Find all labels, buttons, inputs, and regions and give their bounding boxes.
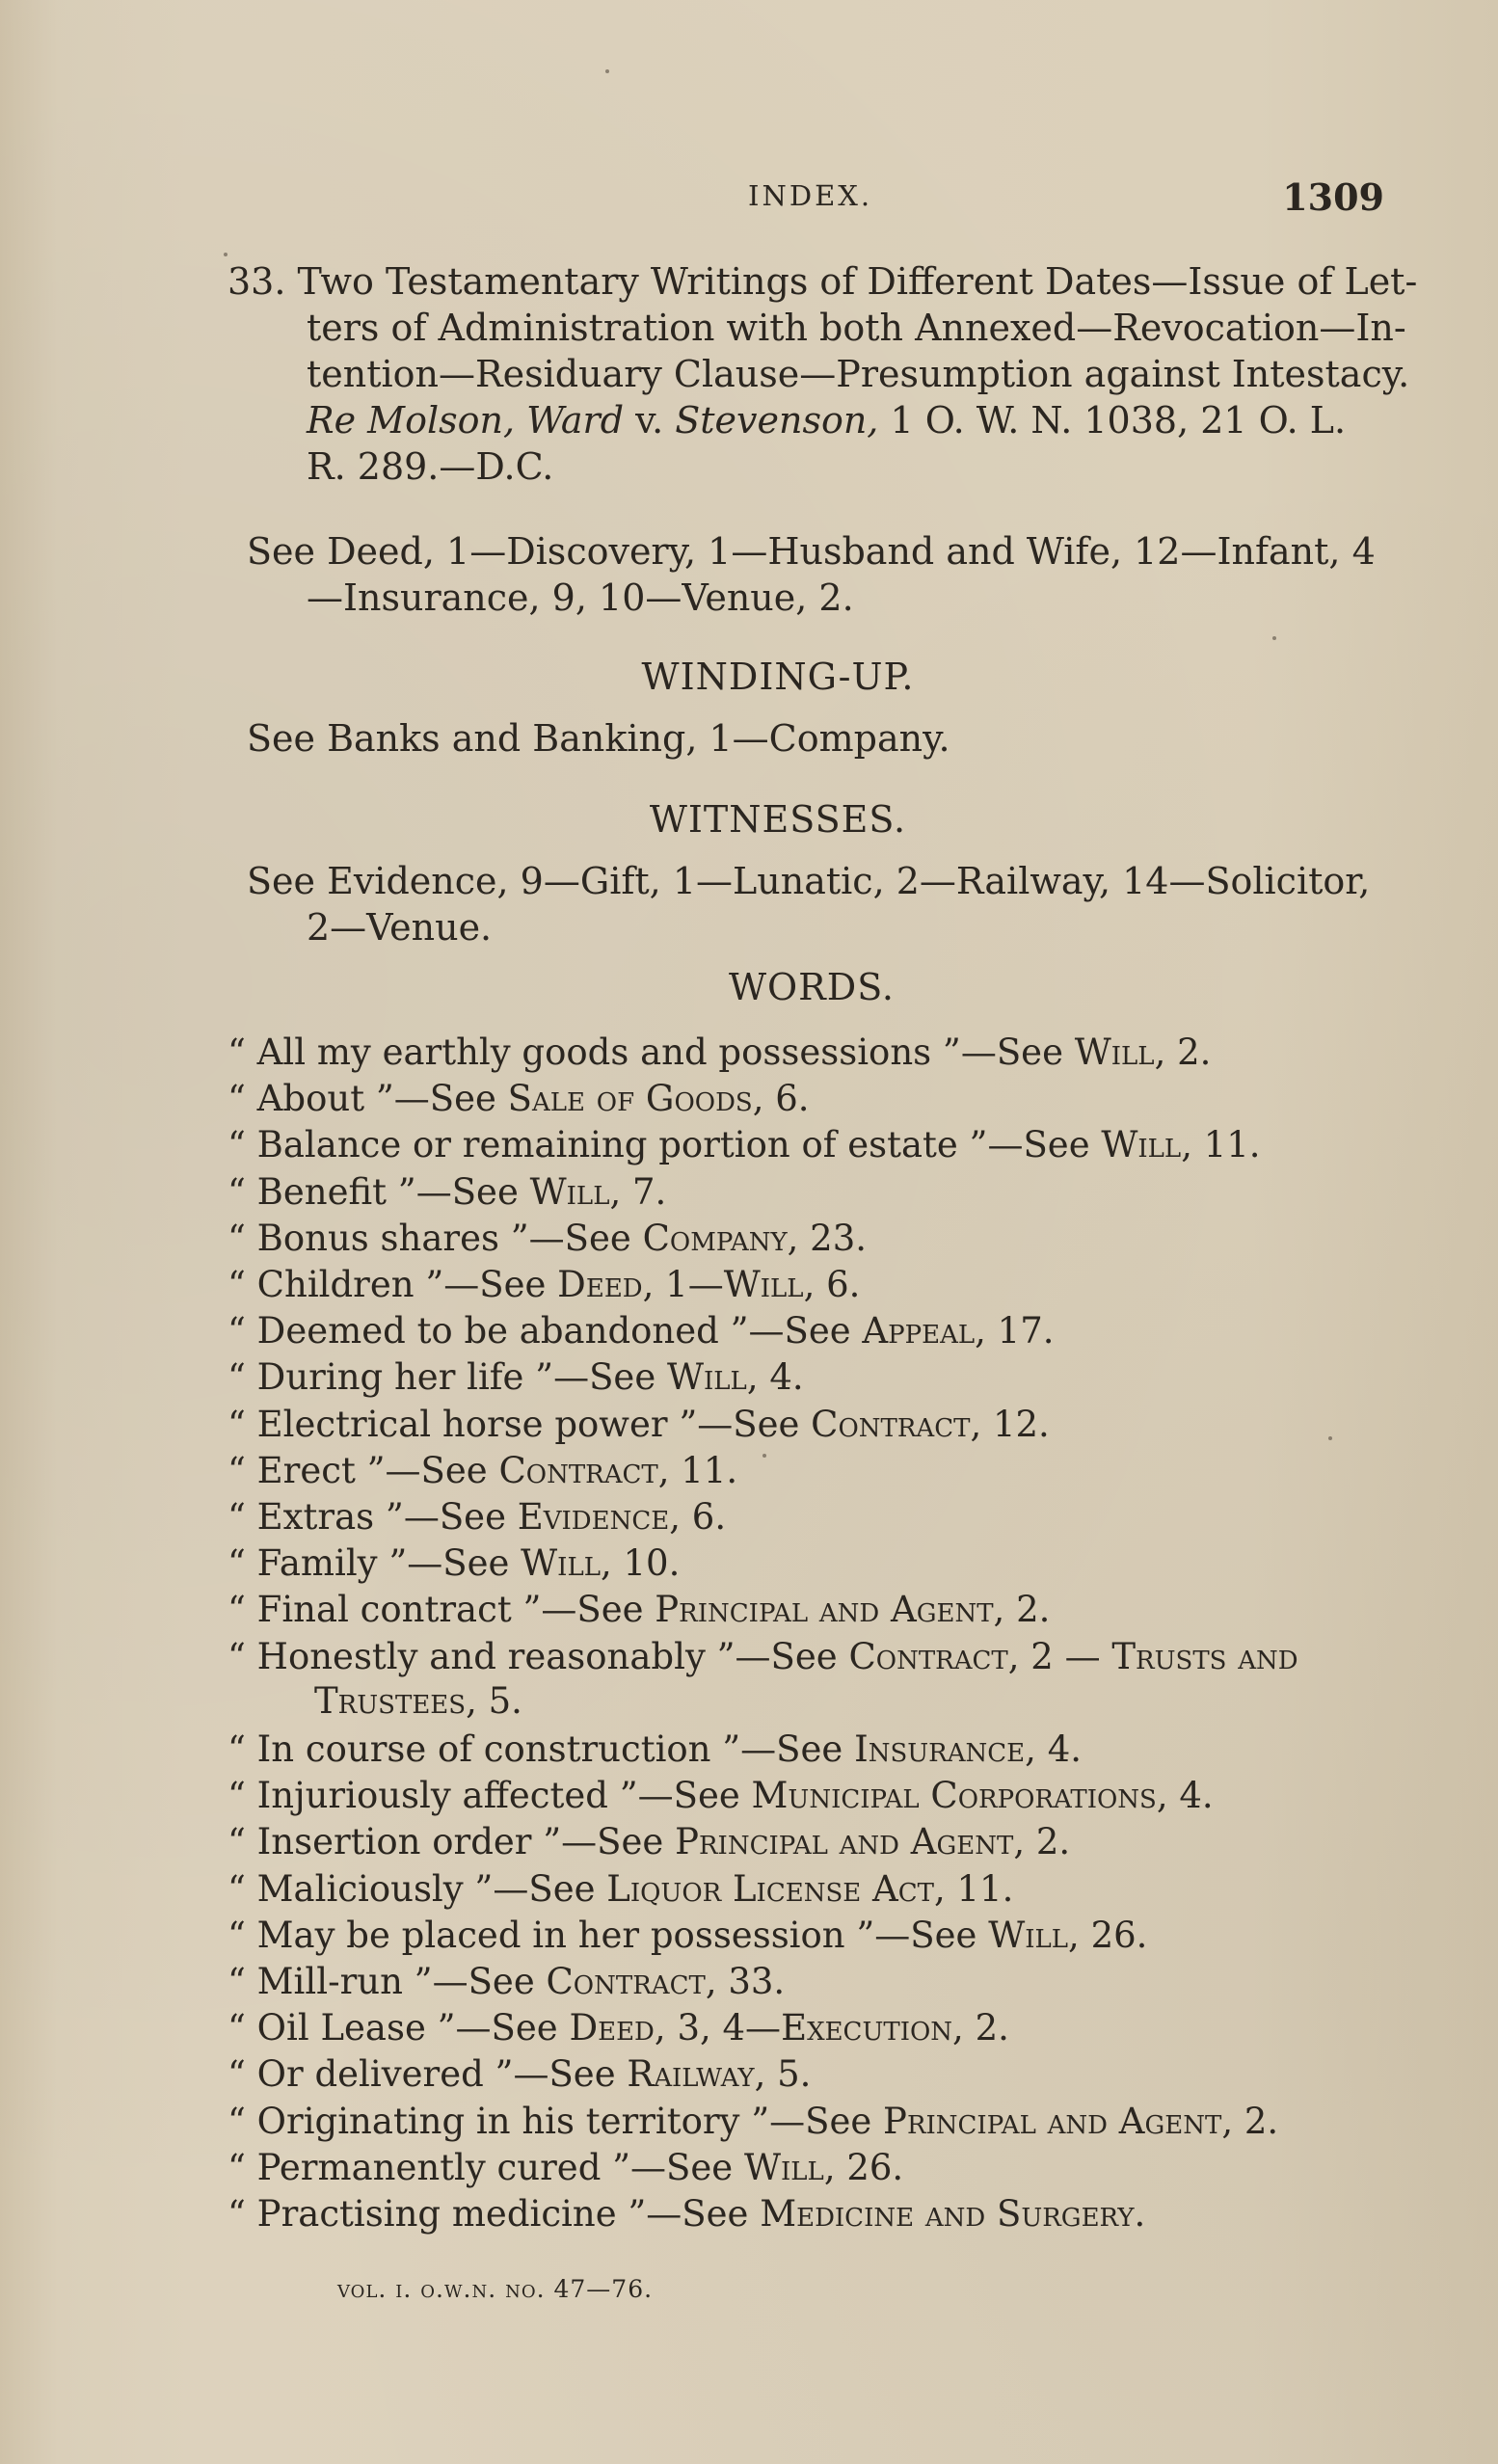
word-term: “ Insertion order ”—See [227, 1821, 676, 1863]
cross-reference: Will [988, 1914, 1069, 1956]
heading-words: WORDS. [728, 966, 896, 1008]
see-also-will-line-1: See Deed, 1—Discovery, 1—Husband and Wife, 12—Infant, 4 [247, 530, 1376, 573]
entry-33-line-2: ters of Administration with both Annexed—Revocation—In- [307, 307, 1406, 349]
word-term: “ Electrical horse power ”—See [227, 1403, 812, 1445]
word-term: “ Originating in his territory ”—See [227, 2100, 884, 2142]
word-term: “ Erect ”—See [227, 1449, 499, 1491]
case-versus: v. [624, 399, 676, 442]
reference-number: , 5. [754, 2053, 812, 2096]
word-entry [227, 1354, 804, 1401]
word-entry [227, 1773, 1214, 1819]
word-term: “ Benefit ”—See [227, 1170, 530, 1213]
case-citation: 1 O. W. N. 1038, 21 O. L. [878, 399, 1347, 442]
entry-33-case-citation [307, 397, 1346, 443]
reference-number: , 4. [746, 1356, 804, 1399]
word-term: “ Deemed to be abandoned ”—See [227, 1310, 863, 1353]
heading-winding-up: WINDING-UP. [641, 656, 915, 698]
reference-number: , 6. [803, 1264, 861, 1305]
word-entry [227, 2191, 1145, 2237]
winding-up-see: See Banks and Banking, 1—Company. [247, 717, 950, 760]
case-name-2: Stevenson, [675, 399, 879, 442]
cross-reference: Contract [498, 1449, 658, 1491]
cross-reference: Sale of Goods [507, 1078, 753, 1120]
reference-number: , 11. [657, 1449, 738, 1491]
reference-number: , 26. [1068, 1914, 1148, 1956]
see-also-will-line-2: —Insurance, 9, 10—Venue, 2. [307, 576, 854, 619]
cross-reference: Contract [811, 1403, 971, 1445]
word-entry [227, 1959, 785, 2005]
word-term: “ All my earthly goods and possessions ”—See [227, 1031, 1075, 1073]
word-term: “ In course of construction ”—See [227, 1728, 855, 1770]
cross-reference: Will [666, 1356, 747, 1399]
word-term: “ Honestly and reasonably ”—See [227, 1635, 849, 1677]
reference-number: , 6. [669, 1496, 727, 1538]
cross-reference: Liquor License Act [606, 1867, 934, 1910]
word-term: “ Balance or remaining portion of estate ”—See [227, 1124, 1102, 1166]
reference-number: , 4. [1156, 1775, 1214, 1817]
word-term: “ Injuriously affected ”—See [227, 1775, 752, 1817]
word-term: “ May be placed in her possession ”—See [227, 1914, 989, 1956]
cross-reference: Railway [627, 2053, 755, 2096]
cross-reference: Medicine and Surgery [760, 2193, 1135, 2235]
reference-number: , 33. [705, 1961, 786, 2002]
word-term: “ Mill-run ”—See [227, 1961, 547, 2002]
word-entry [227, 1587, 1050, 1633]
word-term: “ Extras ”—See [227, 1496, 518, 1538]
reference-number: , 11. [1181, 1124, 1261, 1166]
word-entry [227, 1727, 1082, 1773]
reference-number: , 5. [466, 1679, 522, 1722]
word-term: “ Family ”—See [227, 1542, 522, 1585]
reference-number: , 2. [1013, 1821, 1071, 1863]
citation-tail: 289.—D.C. [357, 445, 554, 488]
word-entry [227, 2005, 1009, 2051]
word-term: “ Children ”—See [227, 1264, 558, 1305]
word-term: “ During her life ”—See [227, 1356, 667, 1399]
cross-reference: Will [743, 2146, 824, 2188]
witnesses-see-line-1: See Evidence, 9—Gift, 1—Lunatic, 2—Railway, 14—Solicitor, [247, 860, 1371, 902]
cross-reference: Principal and Agent [655, 1589, 994, 1631]
cross-reference: Trustees [314, 1679, 467, 1722]
reference-number: , 1— [642, 1264, 724, 1305]
cross-reference: Principal and Agent [675, 1821, 1014, 1863]
reference-number: , 7. [609, 1170, 667, 1213]
case-name: Re Molson, Ward [307, 399, 625, 442]
reference-number: , 17. [975, 1310, 1055, 1353]
cross-reference: Municipal Corporations [751, 1775, 1157, 1817]
cross-reference: Appeal [862, 1310, 976, 1353]
reference-number: , 11. [933, 1867, 1014, 1910]
cross-reference: Principal and Agent [883, 2100, 1222, 2142]
word-entry [227, 1308, 1055, 1354]
cross-reference: Deed [557, 1264, 643, 1305]
word-entry [227, 1540, 680, 1587]
reference-number: , 6. [752, 1078, 810, 1120]
reference-number: , 2 — [1007, 1635, 1112, 1677]
cross-reference: Contract [546, 1961, 706, 2002]
word-entry [227, 2051, 811, 2098]
reference-number: , 2. [1154, 1031, 1212, 1073]
running-head [227, 175, 1384, 224]
word-entry [227, 1819, 1070, 1865]
cross-reference: Will [1074, 1031, 1155, 1073]
word-term: “ Maliciously ”—See [227, 1867, 607, 1910]
word-entry [227, 1262, 860, 1308]
word-entry [227, 1076, 810, 1122]
cross-reference: Will [1101, 1124, 1182, 1166]
word-entry [227, 1913, 1147, 1959]
word-entry-continuation [314, 1680, 522, 1722]
word-entry [227, 1634, 1298, 1680]
word-term: “ Final contract ”—See [227, 1589, 655, 1631]
entry-33-line-5 [307, 443, 553, 490]
word-entry [227, 1494, 726, 1540]
cross-reference: Contract [848, 1635, 1008, 1677]
word-entry [227, 1866, 1013, 1913]
word-entry [227, 1402, 1050, 1448]
word-term: “ Or delivered ”—See [227, 2053, 628, 2096]
word-entry [227, 2099, 1278, 2145]
footer-volume: vol. i. o.w.n. no. 47—76. [337, 2275, 654, 2303]
reference-number: , 12. [970, 1403, 1050, 1445]
cross-reference: Company [642, 1217, 788, 1259]
citation-end: R. [307, 445, 358, 488]
reference-number: , 3, 4— [654, 2007, 782, 2049]
word-term: “ Practising medicine ”—See [227, 2193, 761, 2235]
reference-number: , 26. [823, 2146, 904, 2188]
cross-reference: Evidence [517, 1496, 670, 1538]
word-entry [227, 1169, 666, 1216]
word-entry [227, 2145, 903, 2191]
word-entry [227, 1216, 867, 1262]
word-term: “ Bonus shares ”—See [227, 1217, 643, 1259]
entry-33-line-3: tention—Residuary Clause—Presumption against Intestacy. [307, 353, 1410, 395]
word-term: “ Oil Lease ”—See [227, 2007, 570, 2049]
word-entry [227, 1030, 1211, 1076]
heading-witnesses: WITNESSES. [649, 798, 907, 841]
reference-number: . [1134, 2193, 1146, 2235]
cross-reference: Deed [569, 2007, 655, 2049]
cross-reference: Will [723, 1264, 804, 1305]
cross-reference: Trusts and [1111, 1635, 1298, 1677]
word-term: “ About ”—See [227, 1078, 508, 1120]
reference-number: , 10. [600, 1542, 681, 1585]
reference-number: , 23. [787, 1217, 867, 1259]
reference-number: , 2. [993, 1589, 1051, 1631]
word-entry [227, 1122, 1261, 1168]
entry-33-line-1: 33. Two Testamentary Writings of Different Dates—Issue of Let- [227, 260, 1418, 303]
reference-number: , 2. [952, 2007, 1009, 2049]
cross-reference: Execution [781, 2007, 953, 2049]
word-term: “ Permanently cured ”—See [227, 2146, 744, 2188]
reference-number: , 2. [1221, 2100, 1279, 2142]
reference-number: , 4. [1025, 1728, 1082, 1770]
running-title: INDEX. [748, 179, 873, 212]
page-number: 1309 [1282, 175, 1384, 219]
witnesses-see-line-2: 2—Venue. [307, 906, 493, 949]
cross-reference: Will [529, 1170, 610, 1213]
word-entry [227, 1448, 737, 1494]
cross-reference: Insurance [854, 1728, 1026, 1770]
cross-reference: Will [521, 1542, 601, 1585]
